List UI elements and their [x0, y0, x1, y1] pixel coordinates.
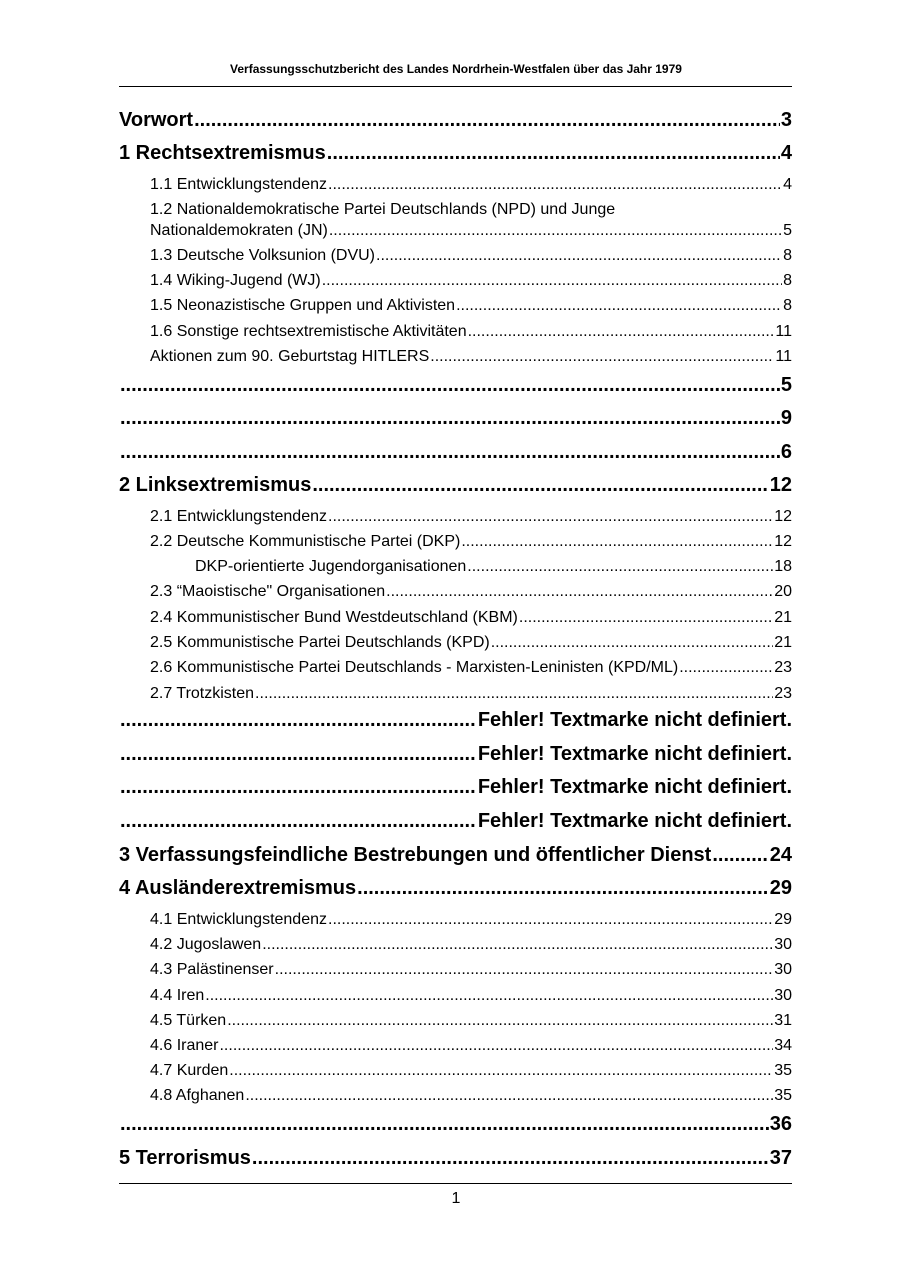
toc-entry-4-1[interactable]	[150, 909, 792, 931]
toc-title: 4.4 Iren	[150, 987, 205, 1004]
toc-entry-error-3[interactable]	[119, 774, 792, 800]
toc-title: 2.7 Trotzkisten	[150, 685, 255, 702]
toc-leader	[252, 1145, 769, 1171]
toc-entry-rechtsextremismus[interactable]	[119, 140, 792, 166]
toc-leader	[275, 959, 774, 981]
toc-entry-aktionen[interactable]	[150, 346, 792, 368]
toc-page: 12	[774, 508, 792, 525]
toc-leader	[205, 985, 773, 1007]
toc-title: Aktionen zum 90. Geburtstag HITLERS	[150, 348, 430, 365]
toc-entry-1-5[interactable]	[150, 295, 792, 317]
toc-leader	[491, 632, 774, 654]
toc-entry-2-1[interactable]	[150, 506, 792, 528]
toc-page: 29	[769, 877, 792, 899]
toc-title: 2.3 “Maoistische" Organisationen	[150, 583, 386, 600]
toc-leader	[262, 934, 773, 956]
toc-entry-blank-1[interactable]	[119, 372, 792, 398]
toc-page: 5	[783, 222, 792, 239]
toc-title: 4.7 Kurden	[150, 1062, 229, 1079]
toc-page: 8	[783, 272, 792, 289]
toc-page: 35	[774, 1062, 792, 1079]
toc-page: 9	[780, 407, 792, 429]
toc-entry-4-4[interactable]	[150, 985, 792, 1007]
toc-leader	[430, 346, 774, 368]
toc-title: 2.2 Deutsche Kommunistische Partei (DKP)	[150, 533, 461, 550]
toc-entry-4-8[interactable]	[150, 1085, 792, 1107]
toc-page: 4	[783, 176, 792, 193]
toc-leader	[376, 245, 782, 267]
toc-leader	[229, 1060, 773, 1082]
toc-page: 4	[780, 142, 792, 164]
toc-leader	[312, 472, 768, 498]
toc-title: 4.6 Iraner	[150, 1037, 219, 1054]
toc-leader	[327, 140, 780, 166]
toc-entry-linksextremismus[interactable]	[119, 472, 792, 498]
toc-entry-dkp-jugend[interactable]	[195, 556, 792, 578]
page-header: Verfassungsschutzbericht des Landes Nordrhein-Westfalen über das Jahr 1979	[230, 62, 682, 76]
toc-entry-4-2[interactable]	[150, 934, 792, 956]
toc-entry-2-6[interactable]	[150, 657, 792, 679]
toc-title: 1.6 Sonstige rechtsextremistische Aktivitäten	[150, 323, 467, 340]
toc-entry-2-7[interactable]	[150, 683, 792, 705]
toc-title: 5 Terrorismus	[119, 1147, 251, 1169]
toc-page: 23	[774, 685, 792, 702]
toc-entry-error-4[interactable]	[119, 808, 792, 834]
toc-title: 2.4 Kommunistischer Bund Westdeutschland (KBM)	[150, 609, 518, 626]
toc-title: 1.3 Deutsche Volksunion (DVU)	[150, 247, 375, 264]
toc-page: Fehler! Textmarke nicht definiert.	[477, 743, 792, 765]
toc-page: 31	[774, 1012, 792, 1029]
toc-title: DKP-orientierte Jugendorganisationen	[195, 558, 467, 575]
toc-leader	[120, 741, 477, 767]
toc-page: Fehler! Textmarke nicht definiert.	[477, 776, 792, 798]
toc-page: Fehler! Textmarke nicht definiert.	[477, 709, 792, 731]
toc-entry-terrorismus[interactable]	[119, 1145, 792, 1171]
toc-leader	[245, 1085, 773, 1107]
toc-entry-vorwort[interactable]	[119, 107, 792, 133]
toc-leader	[386, 581, 773, 603]
toc-entry-4-3[interactable]	[150, 959, 792, 981]
toc-title: 2 Linksextremismus	[119, 474, 312, 496]
toc-leader	[712, 842, 768, 868]
toc-leader	[679, 657, 773, 679]
toc-entry-blank-4[interactable]	[119, 1111, 792, 1137]
toc-leader	[255, 683, 773, 705]
toc-page: 3	[780, 109, 792, 131]
toc-page: 30	[774, 936, 792, 953]
toc-leader	[120, 439, 780, 465]
toc-leader	[357, 875, 769, 901]
toc-entry-1-2-line1[interactable]: 1.2 Nationaldemokratische Partei Deutschlands (NPD) und Junge	[150, 201, 616, 218]
toc-leader	[519, 607, 773, 629]
toc-title: 3 Verfassungsfeindliche Bestrebungen und öffentlicher Dienst	[119, 844, 712, 866]
toc-entry-error-1[interactable]	[119, 707, 792, 733]
toc-entry-1-1[interactable]	[150, 174, 792, 196]
toc-title: 4.3 Palästinenser	[150, 961, 274, 978]
toc-leader	[461, 531, 773, 553]
toc-leader	[328, 506, 773, 528]
toc-page: 8	[783, 297, 792, 314]
toc-leader	[467, 556, 773, 578]
toc-title: 4.5 Türken	[150, 1012, 227, 1029]
toc-title: 2.6 Kommunistische Partei Deutschlands - Marxisten-Leninisten (KPD/ML)	[150, 659, 679, 676]
toc-leader	[194, 107, 780, 133]
toc-title: 1.1 Entwicklungstendenz	[150, 176, 327, 193]
toc-entry-auslaenderextremismus[interactable]	[119, 875, 792, 901]
toc-title: 1.5 Neonazistische Gruppen und Aktivisten	[150, 297, 456, 314]
toc-leader	[227, 1010, 773, 1032]
toc-title: 4.1 Entwicklungstendenz	[150, 911, 327, 928]
toc-leader	[322, 270, 782, 292]
toc-page: 29	[774, 911, 792, 928]
toc-page: Fehler! Textmarke nicht definiert.	[477, 810, 792, 832]
toc-entry-1-3[interactable]	[150, 245, 792, 267]
toc-title: 2.1 Entwicklungstendenz	[150, 508, 327, 525]
toc-leader	[120, 1111, 769, 1137]
toc-entry-2-3[interactable]	[150, 581, 792, 603]
toc-leader	[456, 295, 782, 317]
toc-page: 12	[769, 474, 792, 496]
toc-entry-blank-3[interactable]	[119, 439, 792, 465]
toc-page: 34	[774, 1037, 792, 1054]
toc-leader	[468, 321, 775, 343]
toc-leader	[329, 220, 782, 242]
toc-leader	[120, 774, 477, 800]
toc-entry-2-2[interactable]	[150, 531, 792, 553]
toc-leader	[120, 405, 780, 431]
toc-title: Nationaldemokraten (JN)	[150, 222, 328, 239]
toc-entry-2-5[interactable]	[150, 632, 792, 654]
toc-leader	[120, 808, 477, 834]
toc-leader	[120, 372, 780, 398]
toc-entry-2-4[interactable]	[150, 607, 792, 629]
toc-page: 6	[780, 441, 792, 463]
toc-title: 1 Rechtsextremismus	[119, 142, 326, 164]
toc-page: 36	[769, 1113, 792, 1135]
toc-page: 21	[774, 609, 792, 626]
toc-page: 20	[774, 583, 792, 600]
toc-title: 1.4 Wiking-Jugend (WJ)	[150, 272, 321, 289]
toc-title: 4.8 Afghanen	[150, 1087, 245, 1104]
toc-title: Vorwort	[119, 109, 194, 131]
toc-page: 23	[774, 659, 792, 676]
toc-leader	[328, 174, 782, 196]
toc-page: 5	[780, 374, 792, 396]
toc-title: 4 Ausländerextremismus	[119, 877, 357, 899]
toc-page: 35	[774, 1087, 792, 1104]
toc-entry-4-6[interactable]	[150, 1035, 792, 1057]
page-number: 1	[451, 1190, 461, 1207]
toc-page: 37	[769, 1147, 792, 1169]
toc-page: 24	[769, 844, 792, 866]
toc-entry-blank-2[interactable]	[119, 405, 792, 431]
header-rule	[119, 86, 792, 87]
toc-page: 18	[774, 558, 792, 575]
toc-page: 12	[774, 533, 792, 550]
toc-entry-4-7[interactable]	[150, 1060, 792, 1082]
footer-rule	[119, 1183, 792, 1184]
toc-leader	[219, 1035, 773, 1057]
toc-page: 8	[783, 247, 792, 264]
toc-entry-error-2[interactable]	[119, 741, 792, 767]
toc-page: 30	[774, 987, 792, 1004]
toc-entry-1-2[interactable]	[150, 220, 792, 242]
toc-entry-1-4[interactable]	[150, 270, 792, 292]
toc-title: 4.2 Jugoslawen	[150, 936, 262, 953]
toc-page: 11	[775, 348, 792, 365]
toc-page: 11	[775, 323, 792, 340]
toc-page: 30	[774, 961, 792, 978]
toc-title: 2.5 Kommunistische Partei Deutschlands (KPD)	[150, 634, 490, 651]
toc-leader	[328, 909, 773, 931]
toc-leader	[120, 707, 477, 733]
toc-entry-4-5[interactable]	[150, 1010, 792, 1032]
toc-entry-1-6[interactable]	[150, 321, 792, 343]
toc-entry-verfassungsfeindliche[interactable]	[119, 842, 792, 868]
toc-page: 21	[774, 634, 792, 651]
